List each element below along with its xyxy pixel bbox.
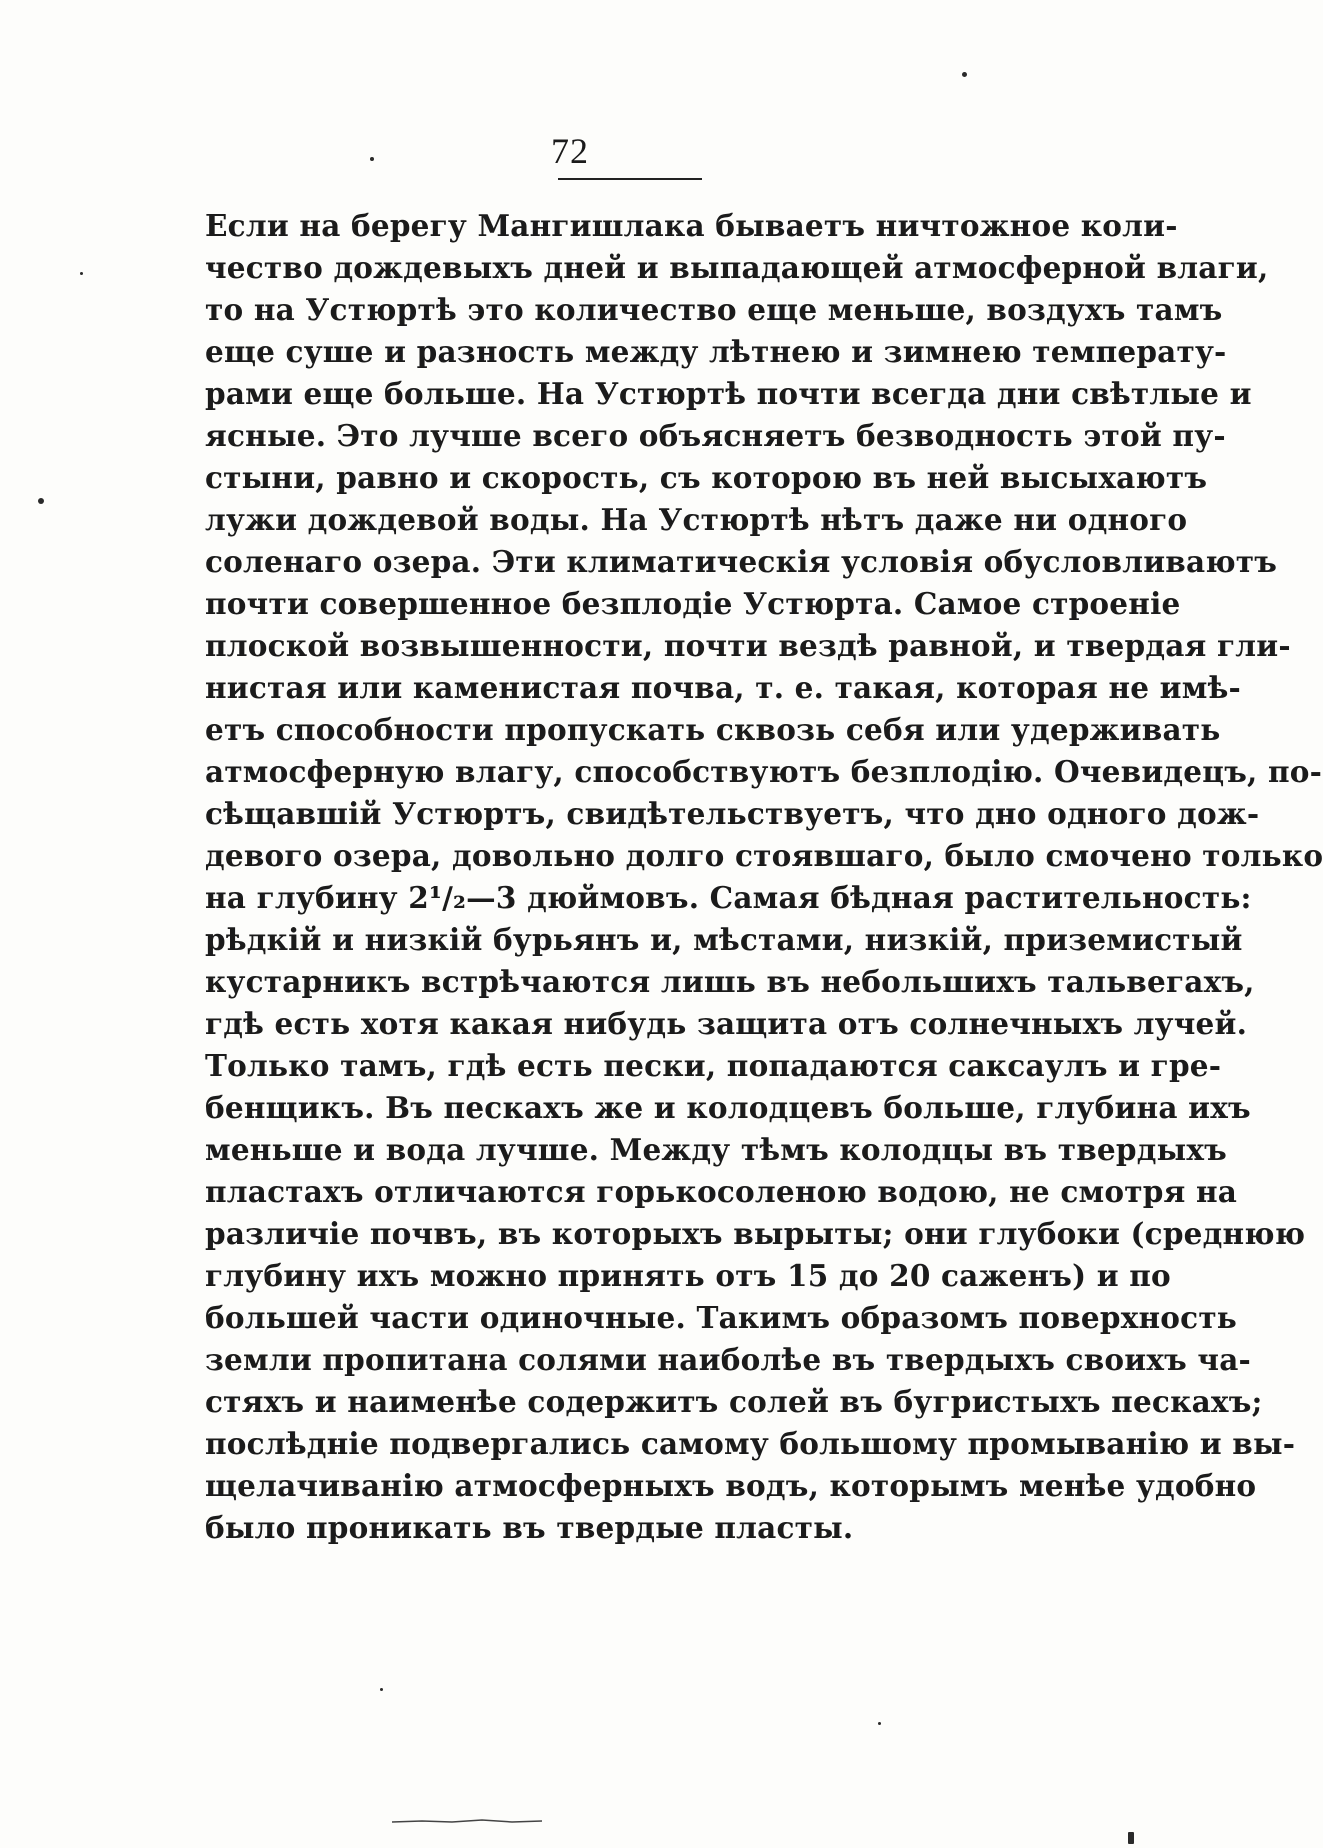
text-line: то на Устюртѣ это количество еще меньше, воздухъ тамъ	[205, 292, 1223, 327]
scan-speck	[878, 1722, 881, 1725]
page-number: 72	[551, 131, 589, 171]
text-line: кустарникъ встрѣчаются лишь въ небольшихъ тальвегахъ,	[205, 964, 1255, 999]
text-line: стяхъ и наименѣе содержитъ солей въ бугристыхъ пескахъ;	[205, 1384, 1263, 1419]
text-line: щелачиванію атмосферныхъ водъ, которымъ менѣе удобно	[205, 1468, 1257, 1503]
scan-speck	[370, 157, 374, 161]
text-line: Если на берегу Мангишлака бываетъ ничтожное коли-	[205, 208, 1178, 243]
text-line: соленаго озера. Эти климатическія условія обусловливаютъ	[205, 544, 1278, 579]
scan-speck	[38, 498, 44, 504]
text-line: пластахъ отличаются горькосоленою водою, не смотря на	[205, 1174, 1238, 1209]
text-line: большей части одиночные. Такимъ образомъ поверхность	[205, 1300, 1238, 1335]
text-line: стыни, равно и скорость, съ которою въ ней высыхаютъ	[205, 460, 1208, 495]
text-line: ясные. Это лучше всего объясняетъ безводность этой пу-	[205, 418, 1226, 453]
text-line: плоской возвышенности, почти вездѣ равной, и твердая гли-	[205, 628, 1291, 663]
body-paragraph	[205, 205, 1323, 1549]
text-line: различіе почвъ, въ которыхъ вырыты; они глубоки (среднюю	[205, 1216, 1306, 1251]
text-line: меньше и вода лучше. Между тѣмъ колодцы въ твердыхъ	[205, 1132, 1227, 1167]
text-line: почти совершенное безплодіе Устюрта. Самое строеніе	[205, 586, 1181, 621]
text-line: етъ способности пропускать сквозь себя или удерживать	[205, 712, 1221, 747]
text-line: было проникать въ твердые пласты.	[205, 1510, 854, 1545]
text-line: лужи дождевой воды. На Устюртѣ нѣтъ даже ни одного	[205, 502, 1188, 537]
text-line: девого озера, довольно долго стоявшаго, было смочено только	[205, 838, 1323, 873]
scan-speck	[380, 1688, 383, 1691]
text-line: еще суше и разность между лѣтнею и зимнею температу-	[205, 334, 1227, 369]
scan-speck	[80, 272, 83, 275]
scan-speck	[962, 72, 967, 77]
text-line: гдѣ есть хотя какая нибудь защита отъ солнечныхъ лучей.	[205, 1006, 1248, 1041]
text-line: рами еще больше. На Устюртѣ почти всегда дни свѣтлые и	[205, 376, 1252, 411]
text-line: земли пропитана солями наиболѣе въ твердыхъ своихъ ча-	[205, 1342, 1251, 1377]
text-line: на глубину 2¹/₂—3 дюймовъ. Самая бѣдная растительность:	[205, 880, 1252, 915]
text-line: атмосферную влагу, способствуютъ безплодію. Очевидецъ, по-	[205, 754, 1323, 789]
text-line: рѣдкій и низкій бурьянъ и, мѣстами, низкій, приземистый	[205, 922, 1243, 957]
text-line: бенщикъ. Въ пескахъ же и колодцевъ больше, глубина ихъ	[205, 1090, 1251, 1125]
text-line: послѣдніе подвергались самому большому промыванію и вы-	[205, 1426, 1296, 1461]
page-number-rule	[558, 178, 702, 180]
text-line: сѣщавшій Устюртъ, свидѣтельствуетъ, что дно одного дож-	[205, 796, 1260, 831]
text-line: Только тамъ, гдѣ есть пески, попадаются саксаулъ и гре-	[205, 1048, 1222, 1083]
text-line: нистая или каменистая почва, т. е. такая, которая не имѣ-	[205, 670, 1241, 705]
scan-speck	[1128, 1832, 1134, 1844]
text-line: глубину ихъ можно принять отъ 15 до 20 саженъ) и по	[205, 1258, 1171, 1293]
text-line: чество дождевыхъ дней и выпадающей атмосферной влаги,	[205, 250, 1269, 285]
bottom-scribble	[392, 1818, 542, 1824]
